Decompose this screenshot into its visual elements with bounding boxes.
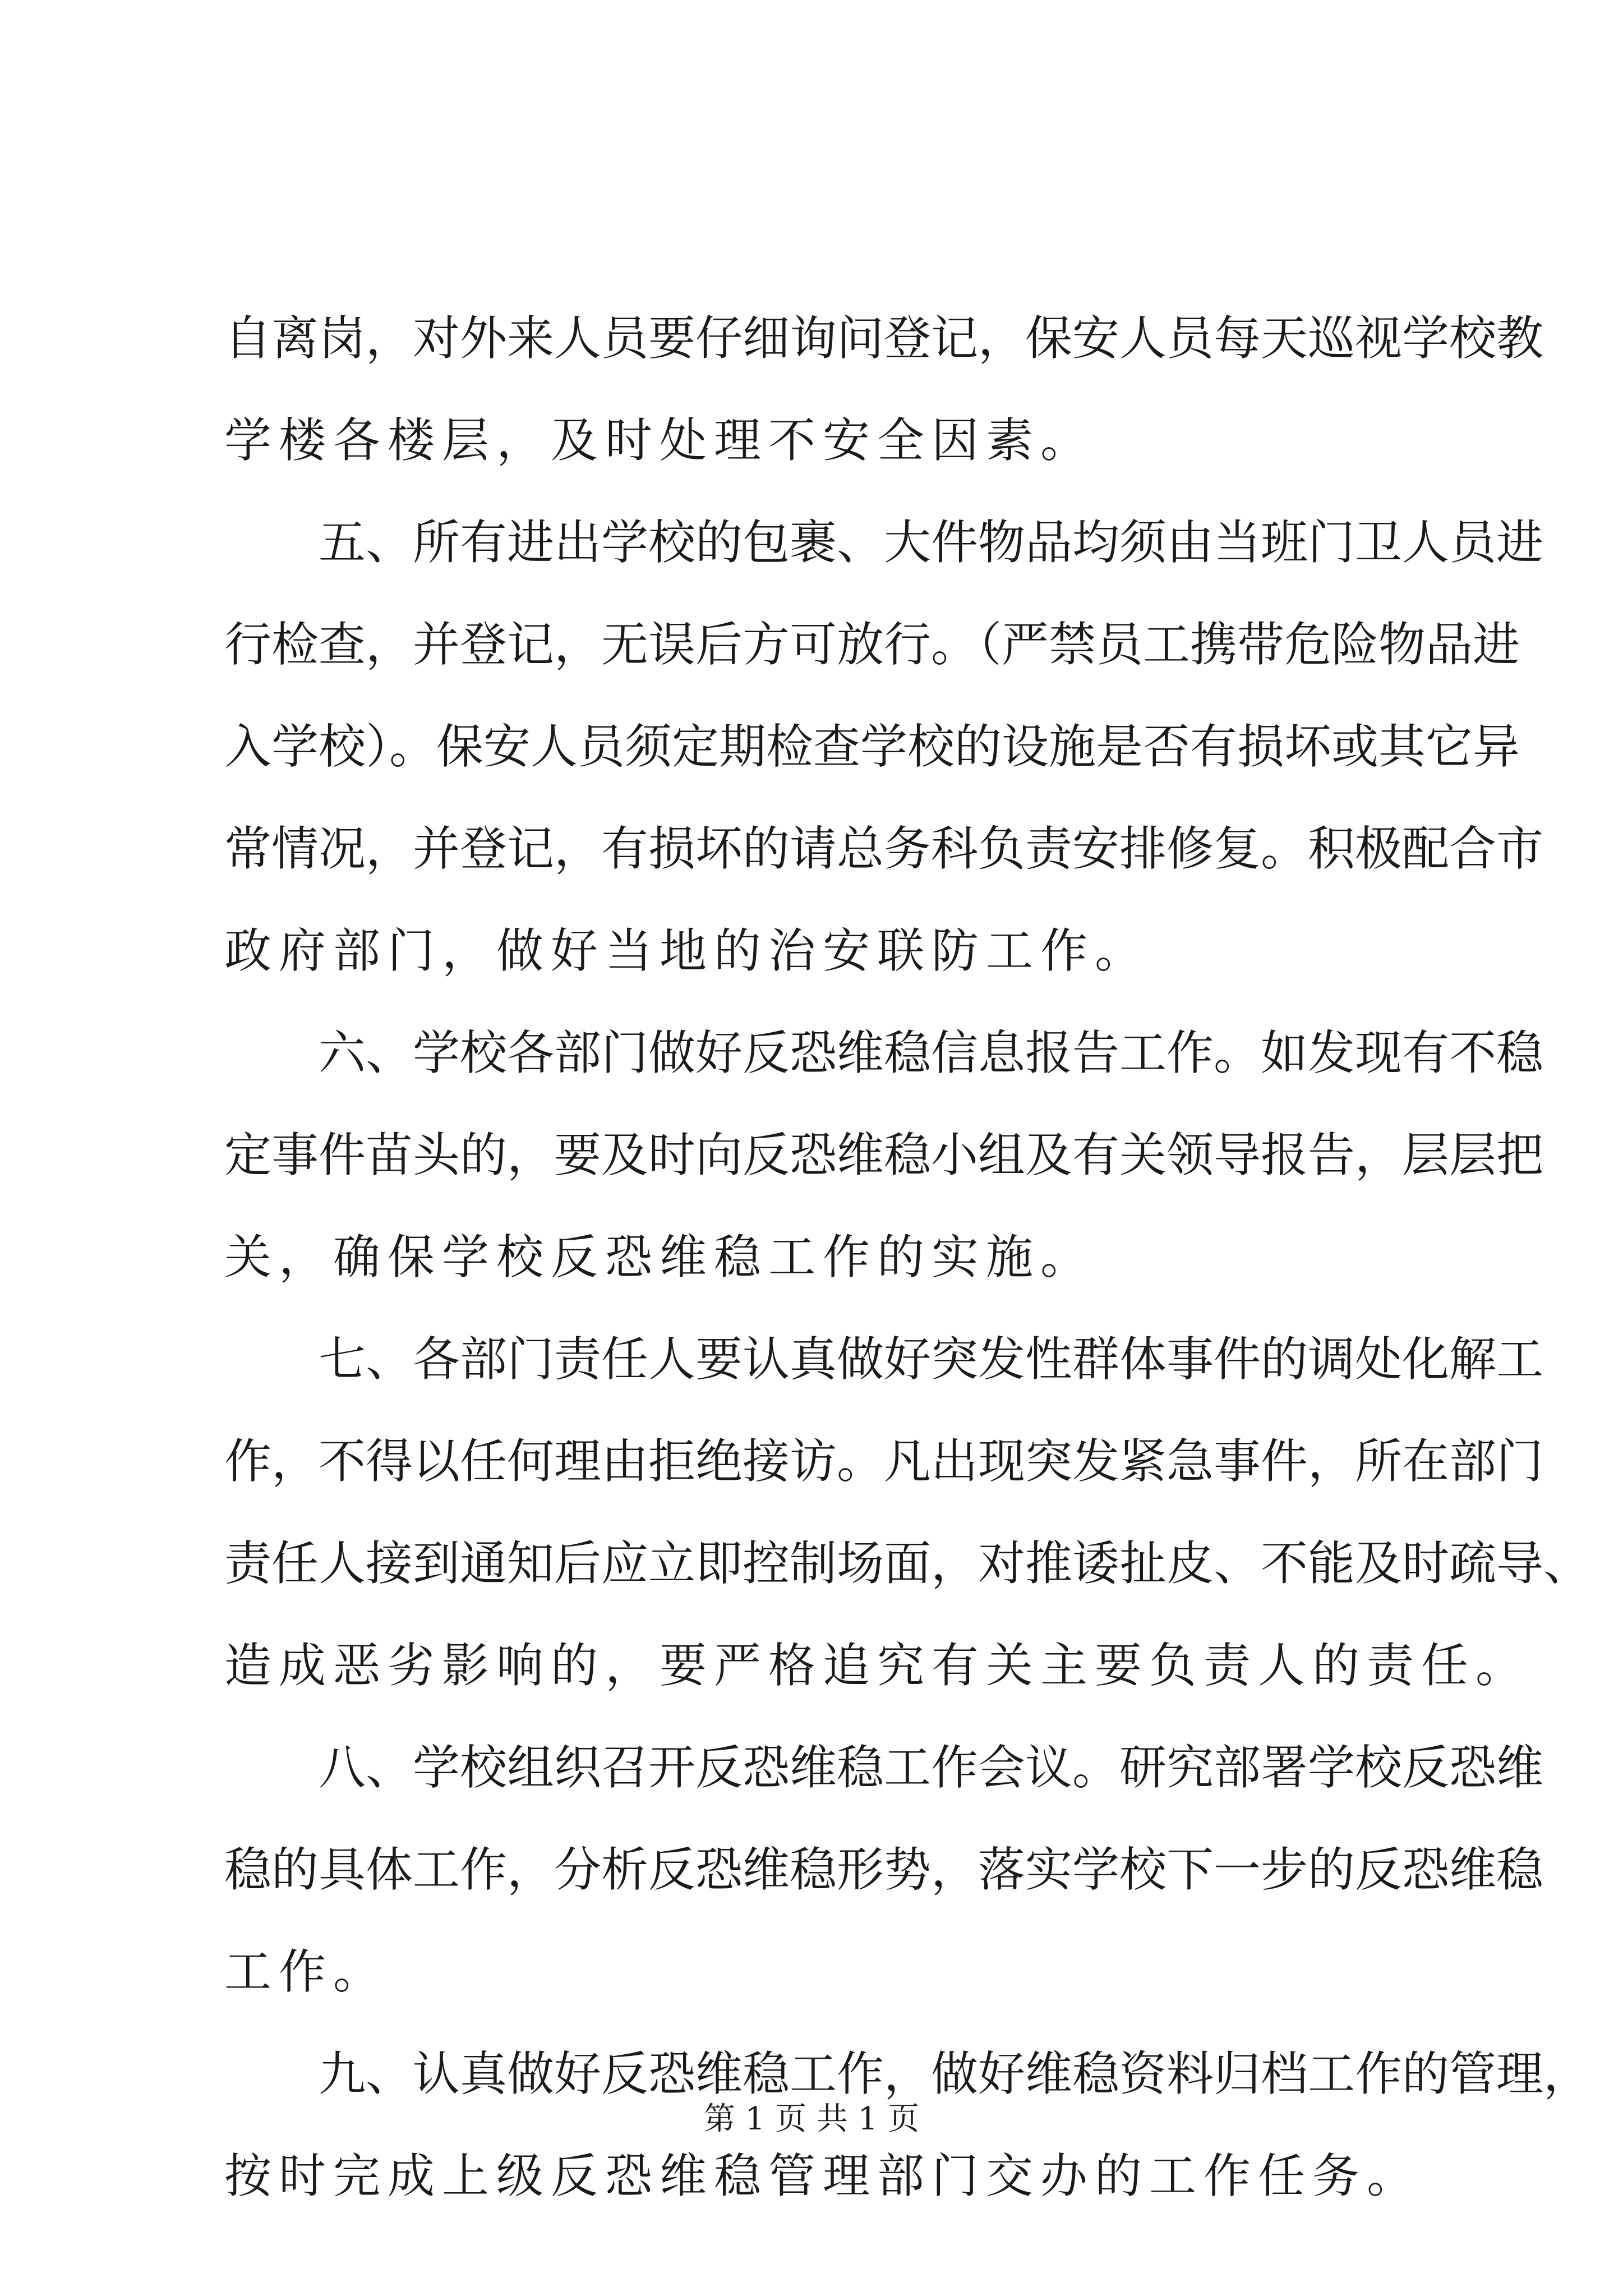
text-line: 作，不得以任何理由拒绝接访。凡出现突发紧急事件，所在部门	[224, 1434, 1544, 1489]
text-line: 稳的具体工作，分析反恐维稳形势，落实学校下一步的反恐维稳	[224, 1842, 1544, 1897]
text-line: 定事件苗头的，要及时向反恐维稳小组及有关领导报告，层层把	[224, 1128, 1544, 1182]
text-line: 五、所有进出学校的包裹、大件物品均须由当班门卫人员进	[319, 515, 1544, 570]
text-line: 入学校）。保安人员须定期检查学校的设施是否有损坏或其它异	[224, 719, 1520, 774]
text-line: 责任人接到通知后应立即控制场面，对推诿扯皮、不能及时疏导、	[224, 1536, 1591, 1591]
text-line: 九、认真做好反恐维稳工作，做好维稳资料归档工作的管理，	[319, 2046, 1591, 2101]
text-line: 六、学校各部门做好反恐维稳信息报告工作。如发现有不稳	[319, 1025, 1544, 1080]
paragraph-item-8	[224, 1717, 1544, 2023]
text-line: 学楼各楼层，及时处理不安全因素。	[224, 413, 1095, 468]
paragraph-item-6	[224, 1002, 1544, 1308]
page-number-label: 第 1 页 共 1 页	[703, 2101, 920, 2137]
document-body	[224, 287, 1591, 2227]
text-line: 七、各部门责任人要认真做好突发性群体事件的调处化解工	[319, 1332, 1544, 1387]
text-line: 自离岗，对外来人员要仔细询问登记，保安人员每天巡视学校教	[224, 311, 1544, 366]
text-line: 按时完成上级反恐维稳管理部门交办的工作任务。	[224, 2148, 1422, 2203]
text-line: 行检查，并登记，无误后方可放行。（严禁员工携带危险物品进	[224, 617, 1520, 672]
paragraph-continuation	[224, 287, 1544, 491]
text-line: 工作。	[224, 1944, 388, 1999]
text-line: 八、学校组织召开反恐维稳工作会议。研究部署学校反恐维	[319, 1740, 1544, 1795]
paragraph-item-7	[224, 1308, 1591, 1717]
text-line: 关，确保学校反恐维稳工作的实施。	[224, 1230, 1095, 1285]
text-line: 政府部门，做好当地的治安联防工作。	[224, 923, 1150, 978]
paragraph-item-5	[224, 491, 1544, 1002]
page-footer	[0, 2097, 1623, 2142]
text-line: 常情况，并登记，有损坏的请总务科负责安排修复。积极配合市	[224, 821, 1544, 876]
text-line: 造成恶劣影响的，要严格追究有关主要负责人的责任。	[224, 1638, 1530, 1693]
